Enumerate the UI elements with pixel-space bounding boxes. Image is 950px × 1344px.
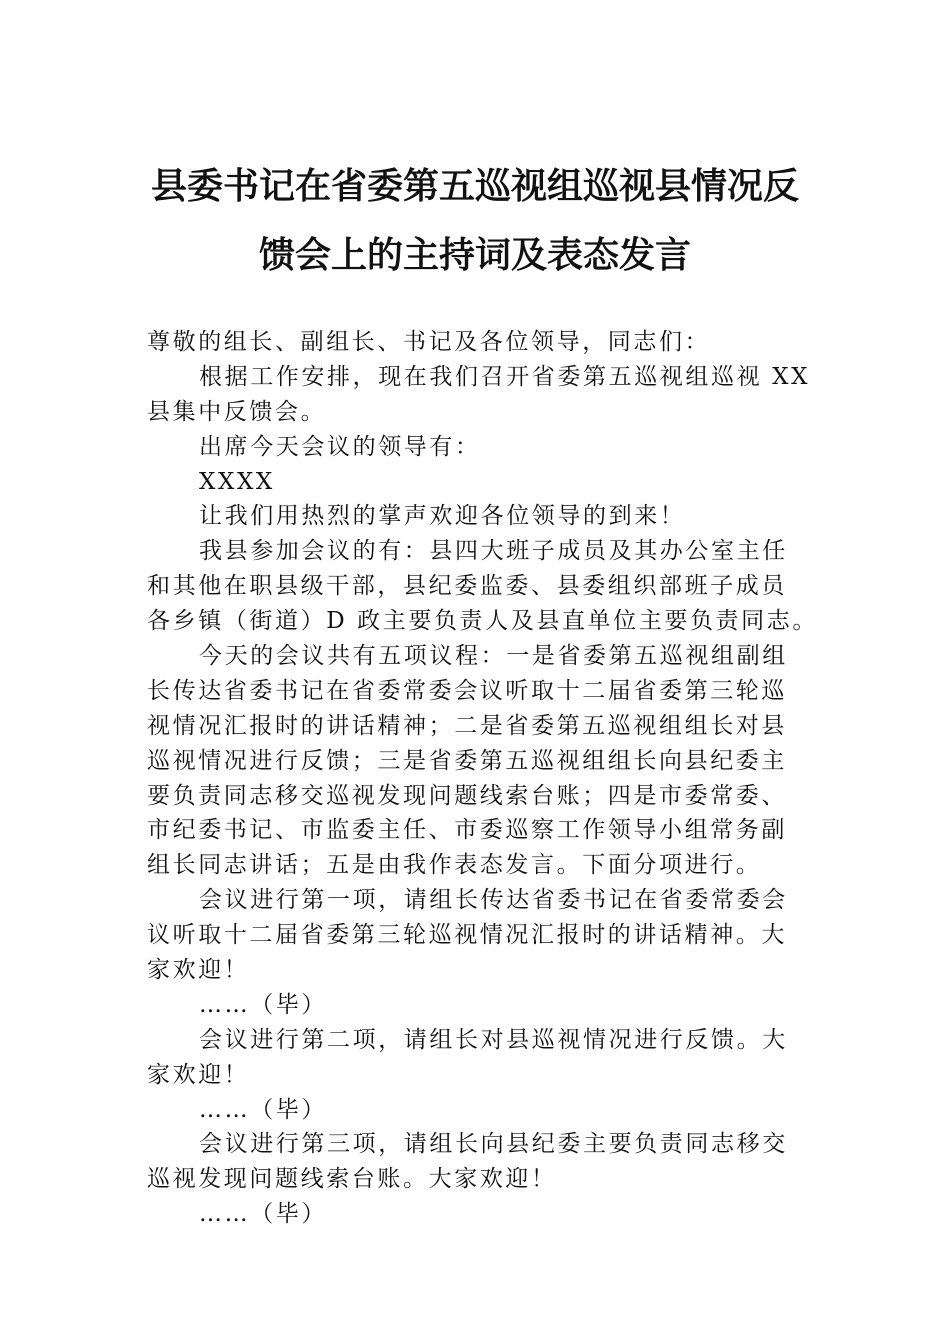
- body-line: 今天的会议共有五项议程：一是省委第五巡视组副组: [199, 643, 788, 670]
- body-line: 和其他在职县级干部，县纪委监委、县委组织部班子成员: [147, 573, 787, 600]
- body-line: ……（毕）: [199, 1096, 327, 1123]
- body-line: 会议进行第三项，请组长向县纪委主要负责同志移交: [199, 1131, 788, 1158]
- body-line: 市纪委书记、市监委主任、市委巡察工作领导小组常务副: [147, 817, 787, 844]
- body-line: 尊敬的组长、副组长、书记及各位领导，同志们：: [147, 329, 711, 355]
- body-line: 视情况汇报时的讲话精神；二是省委第五巡视组组长对县: [147, 712, 787, 739]
- body-line: 巡视发现问题线索台账。大家欢迎！: [147, 1166, 557, 1193]
- body-line: 让我们用热烈的掌声欢迎各位领导的到来！: [199, 503, 686, 530]
- document-title-line-1: 县委书记在省委第五巡视组巡视县情况反: [150, 165, 799, 207]
- body-line: 我县参加会议的有：县四大班子成员及其办公室主任: [199, 538, 788, 565]
- body-line: 组长同志讲话；五是由我作表态发言。下面分项进行。: [147, 852, 762, 879]
- body-line: ……（毕）: [199, 991, 327, 1018]
- body-line: 根据工作安排，现在我们召开省委第五巡视组巡视 XX: [199, 363, 811, 390]
- body-line: 议听取十二届省委第三轮巡视情况汇报时的讲话精神。大: [147, 922, 787, 949]
- body-line: ……（毕）: [199, 1201, 327, 1228]
- body-line: 县集中反馈会。: [147, 398, 327, 425]
- body-line: 要负责同志移交巡视发现问题线索台账；四是市委常委、: [147, 782, 787, 809]
- body-line: 家欢迎！: [147, 957, 250, 984]
- document-body: [147, 325, 818, 1232]
- body-line: 家欢迎！: [147, 1061, 250, 1088]
- body-line: 巡视情况进行反馈；三是省委第五巡视组组长向县纪委主: [147, 747, 787, 774]
- body-line: 出席今天会议的领导有：: [199, 433, 481, 460]
- body-line: 各乡镇（街道）D 政主要负责人及县直单位主要负责同志。: [147, 608, 818, 635]
- body-line: 会议进行第二项，请组长对县巡视情况进行反馈。大: [199, 1026, 788, 1053]
- body-line: 会议进行第一项，请组长传达省委书记在省委常委会: [199, 887, 788, 914]
- body-line: XXXX: [199, 468, 275, 495]
- document-title-line-2: 馈会上的主持词及表态发言: [258, 234, 691, 276]
- body-line: 长传达省委书记在省委常委会议听取十二届省委第三轮巡: [147, 677, 787, 704]
